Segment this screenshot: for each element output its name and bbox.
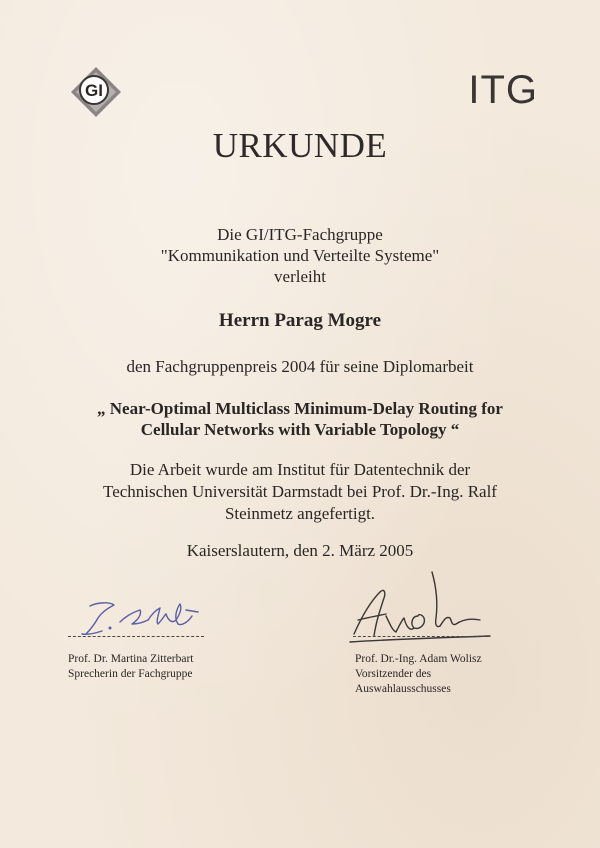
signatory-right-role-line-2: Auswahlausschusses xyxy=(355,683,451,695)
thesis-title xyxy=(0,398,600,440)
award-text: den Fachgruppenpreis 2004 für seine Diplomarbeit xyxy=(126,357,474,376)
thesis-title-line-2: Cellular Networks with Variable Topology “ xyxy=(140,420,460,439)
details-line-2: Technischen Universität Darmstadt bei Prof. Dr.-Ing. Ralf xyxy=(103,482,497,501)
signature-line-right xyxy=(353,636,489,637)
itg-logo: ITG xyxy=(468,68,538,112)
intro-block xyxy=(0,224,600,287)
intro-line-1: Die GI/ITG-Fachgruppe xyxy=(217,225,383,244)
details-line-3: Steinmetz angefertigt. xyxy=(224,504,376,523)
signatory-right-name: Prof. Dr.-Ing. Adam Wolisz xyxy=(355,653,482,665)
intro-line-2: "Kommunikation und Verteilte Systeme" xyxy=(160,246,440,265)
recipient-name: Herrn Parag Mogre xyxy=(218,310,382,331)
signatory-right-role-line-1: Vorsitzender des xyxy=(355,668,432,680)
details-line-1: Die Arbeit wurde am Institut für Datentechnik der xyxy=(129,460,471,479)
signature-line-left xyxy=(68,636,204,637)
gi-logo-text: GI xyxy=(85,81,103,100)
gi-logo xyxy=(70,66,122,118)
intro-line-3: verleiht xyxy=(274,267,326,286)
signature-left xyxy=(68,598,218,638)
details-block xyxy=(0,459,600,525)
thesis-title-line-1: „ Near-Optimal Multiclass Minimum-Delay Routing for xyxy=(97,399,503,418)
signatory-left-name: Prof. Dr. Martina Zitterbart xyxy=(68,653,194,665)
document-title: URKUNDE xyxy=(212,126,388,165)
place-and-date: Kaiserslautern, den 2. März 2005 xyxy=(186,541,414,560)
signatory-right xyxy=(355,652,482,697)
signatory-left xyxy=(68,652,194,682)
signatory-left-role: Sprecherin der Fachgruppe xyxy=(68,668,193,680)
